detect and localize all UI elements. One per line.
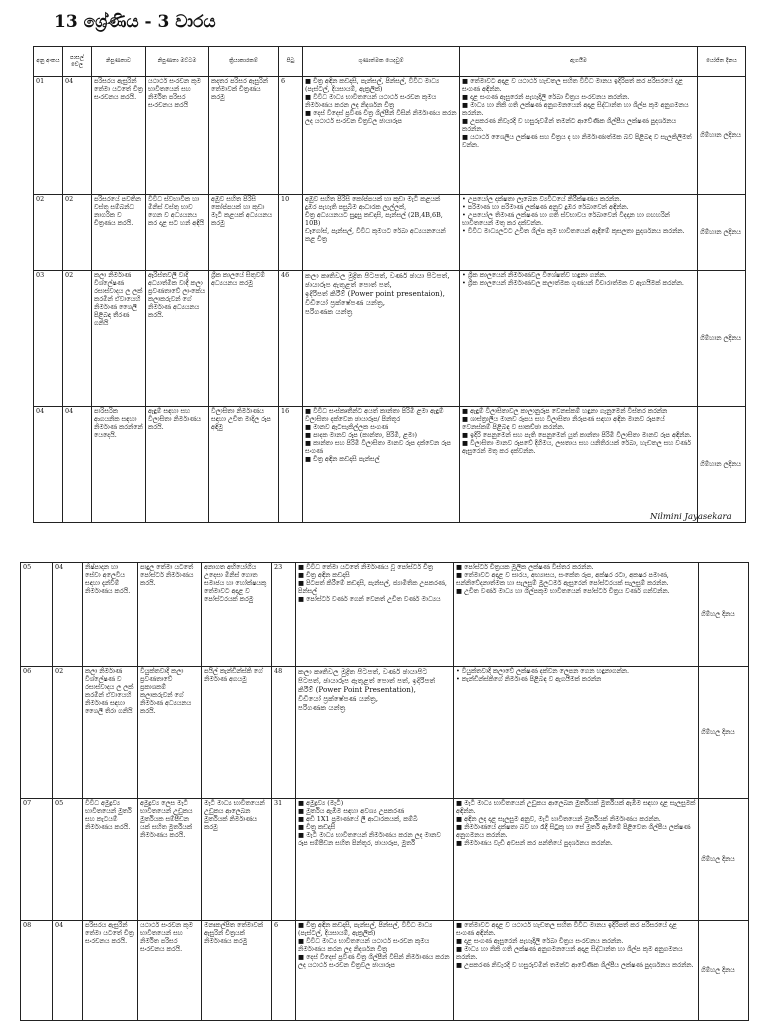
header-evaluation: ඇගයීම [460,47,698,77]
row-level: ඇඳුම් සඳහා සහ විලාසිතා නිර්මාණය කරයි. [146,407,209,523]
header-inputs: ගුණාත්මක යෙදවුම් [303,47,460,77]
header-competency: නිපුණතාව [92,47,146,77]
page-title: 13 ශ්‍රේණිය - 3 වාරය [54,12,216,32]
row-evaluation: ■ මැටි මාධ්‍ය භාවිතයෙන් උඩුකය ආලෙඛන මුර්තියක් මුර්තියක් ඇඹීම සඳහා දළ සැලසුමක් අඳින්න. ■ අඳින ලද දළ සැලසුම අනුව, මැටි භාවිතයෙන් මුර්තියක් නිර්මාණය කරන්න. ■ නිර්මාණයේ දක්ෂතා බව හා රෑදී සිටුකු හා සේ මුර්ති ඇඹීමේ පිළිවෙත ශිල්පීය ලක්ෂණ අනුගමනය කරන්න. ■ නිර්මාණය වැඩි අවසන් කර පන්තියේ පුදර්ශනය කරන්න. [454,799,699,921]
row-level: අමුද්‍රව්‍ය ලෙස මැටි භාවිතයෙන් උඩුකය මුර්තියක සම්පීඩන යක් සහිත මුර්තියක් නිර්මාණය කරයි. [138,799,202,921]
row-evaluation: ■ පෝස්ටර් චිත්‍රයක මූලික ලක්ෂණ විස්තර කරන්න. ■ තේමාවට අදාළ ව සාරය, අභ්‍යාසය, සංකේත රූප, අක්ෂර රටා, අකෂර පමාණ, සන්නිවේදනාත්මක හා සැලසුම් මුලධර්ම ඇසුරෙන් පෝස්ටරයක් සැලසුම් කරන්න. ■ උචිත වර්ණ මාධ්‍ය හා ශිල්පකුම භාවිතයෙන් පෝස්ටර් චිත්‍රය වර්ණ ගන්වන්න. [454,563,699,667]
row-num: 07 [21,799,53,921]
row-level: වියුක්තවාදී කලා ප්‍රවණතාවේ ප්‍රකාශකම් කලාකරුවන් ගේ නිර්මාණ අධ්‍යයනය කරයි. [138,667,202,799]
header-level: නිපුණතා මට්ටම [146,47,209,77]
row-inputs: කලා කෘතිවල මුද්‍රිත පිටපත්, වර්ණ ඡායාපිට පිටපත්, ඡායාරූප ඇතුළත් පොත් පත්, ඉදිරිපත් කිරීම් (Power Point Presentation), වීඩියෝ ප්‍රක්ෂේපණ යන්ත්‍ර, පරිගණක යන්ත්‍ර [296,667,454,799]
row-inputs: ■ චිත්‍ර අඳින කඩදාසි, පැන්සල්, පින්සල්, විවිධ මාධ්‍ය (පැස්ටල්, දියසායම්, ඇක්‍රලික්) ■ විවිධ මාධ්‍ය භාවිතයෙන් යථාර්ථ සංරචන කුමය නිර්මාණය කරන ලද නිදර්ශන චිත්‍ර ■ දෙස් විදෙස් ප්‍රවීණ චිත්‍ර ශිල්පීන් විසින් නිර්මාණය කරන ලද යථාර්ථ සංරචන චිත්‍රවල ඡායාරූප [296,921,454,1021]
row-inputs: ■ චිත්‍ර අඳින කඩදාසි, පැන්සල්, පින්සල්, විවිධ මාධ්‍ය (පැස්ටල්, දියසායම්, ඇක්‍රලික්) ■ විවිධ මාධ්‍ය භාවිතයෙන් යථාර්ථ සංරචන කුමය නිර්මාණය කරන ලද නිදර්ශන චිත්‍ර ■ දෙස් විදෙස් ප්‍රවීණ චිත්‍ර ශිල්පීන් විසින් නිර්මාණය කරන ලද යථාර්ථ සංරචන චිත්‍රවල ඡායාරූප [303,77,460,195]
row-pages: 16 [279,407,303,523]
row-activity: මැටි මාධ්‍ය භාවිතයෙන් උඩුකය ආලෙඛන මුර්තියක් නිර්මාණය කරමු [202,799,272,921]
row-level: යථාර්ථ සංරචන කුම භාවිතයෙන් සහ නිර්මිත පරිසර සංරචනය කරයි. [138,921,202,1021]
row-pages: 48 [272,667,296,799]
table-row [21,799,749,921]
row-activity: ග්‍රීක කාලයේ සිතුවම් අධ්‍යයනය කරමු [209,271,279,407]
row-date: ගිම්හල දිනය [699,921,749,1021]
header-num: අනු අංකය [34,47,63,77]
row-competency: විවිධ අමුද්‍රව්‍ය භාවිතයෙන් මුර්ති සහ කැටයම් නිර්මාණය කරයි. [83,799,138,921]
row-competency: පරිසරයේ පවතින වස්තු සම්බන්ධ නාගරික ව චිත්‍රණය කරයි. [92,195,146,271]
row-inputs: ■ විවිධ තේමා යටතේ නිර්මාණය වූ පෝස්ටර් චිත්‍ර ■ චිත්‍ර අඳින කඩදාසි ■ පිටපත් කිරීමේ කඩදාසි, පැන්සල්, ජ්‍යාමිතික උපකරණ, පින්සල් ■ පෝස්ටර් වර්ණ ගෙන් වෙනත් උචිත වර්ණ මාධ්‍යය [296,563,454,667]
row-periods: 02 [63,271,92,407]
row-competency: පාරිසරික ආගයනික සඳහා නිර්මාණ කරන්නේ යෙදෙයි. [92,407,146,523]
row-evaluation: • වියුක්තවාදී කලාවේ ලක්ෂණ දක්වන ලෙපන ගෙන හඳුනාගන්න. • කැන්ඩින්ස්කිගේ නිර්මාණ පිළිබඳ ව ඇගයීමක් කරන්න [454,667,699,799]
row-activity: කදතර පරිසර ඇසුරින් තේමාවක් චිත්‍රණය කරමු [209,77,279,195]
lesson-plan-table-top [33,46,746,523]
lesson-plan-table-bottom [20,562,749,1021]
row-date: ගිම්හල දිනය [699,667,749,799]
row-level: යථාර්ථ සංරචන කුම භාවිතයෙන් සහ නිර්මිත පරිසර සංරචනය කරයි [146,77,209,195]
row-pages: 10 [279,195,303,271]
header-pages: පිටු [279,47,303,77]
table-row [21,563,749,667]
header-activity: ක්‍රියාකාරකම් [209,47,279,77]
row-num: 01 [34,77,63,195]
row-evaluation: • උපයෝල දක්ෂතා ලැබෙන ව්‍යවිධයේ නිරීක්ෂණය කරන්න. • පරිමාණ හා පරිමාණ ලක්ෂණ අනුව දුඹර රේඛාවෙන් අඳින්න. • උපයෝල තිමාණ ලක්ෂණ හා ගති ස්වභාවය රේඛාවෙන් විදදාන හා ගඟහරින් භාවිතයෙන් මතු කර දක්වන්න. • විවිධ මාධ්‍යලටට උචිත ශිල්ප කුම භාවිතයෙන් ඇඳීමේ කුසලතා පුදර්ශනය කරන්න. [460,195,698,271]
row-date: ගිම්හල දිනය [699,563,749,667]
table-row [34,195,746,271]
row-num: 03 [34,271,63,407]
row-periods: 02 [53,667,83,799]
row-activity: අනාගත අභියෝගිය උදෙසා මිනිස් ගොත සමාජය හා හෝක්ෂයකු තේමාවට අදාළ ව පෝස්ටරයක් කරමු [202,563,272,667]
row-num: 02 [34,195,63,271]
header-periods: පාසල් වේල [63,47,92,77]
row-evaluation: ■ තේමාවට අදාළ ව යථාර්ථ හැඩතල සහිත විවිධ මානය ඉදිරිපත් කර පරිසරයේ දළ සංගණ අඳින්න. ■ දළ සංගණ ඇසුරෙන් පැහැදිලි රේඛා චිත්‍රය සංරචනය කරන්න. ■ මාධ්‍ය හා නිකි ගති ලක්ෂණ අනුගමනයෙන් අදාළ සිද්ධාන්ත හා ශිල්ප කුම අනුගමනය කරන්න. ■ උපකරණ නිවැරදි ව හසුරුවමින් තමන්ට ආවේණික ශිල්පීය ලක්ෂණ පුදර්ශනය කරන්න. ■ යථාර්ථ ශෛලිය ලක්ෂණ සහ චිත්‍රය ද හා නිර්මාණාත්මක බව පිළිබඳ ව සැලකිලිමත් වන්න. [460,77,698,195]
row-activity: විලාසිතා නිර්මාණය සඳහා උචිත මාදිල රූප අඳිමු [209,407,279,523]
row-competency: කලා නිර්මාණ විශ්ලේෂණ ව රසාස්වාදය ල ලක් කරමින් ඒවායෙහි නිර්මාණ සඳහා ශෛලී තිරා ගනියි [83,667,138,799]
row-date: ගිම්හාන ලදිනය [698,77,746,195]
row-activity: අඹුව සහිත පිරිසි කෝප්පයක් හා කුඩා මැටි කළයක් අධ්‍යයනය කරමු [209,195,279,271]
row-competency: නිෂ්පාදන හා සේවා අලෙවිය සඳහා දැන්වීම් නිර්මාණය කරයි. [83,563,138,667]
row-inputs: ■ අමුද්‍රව්‍ය (මැටි) ■ මුර්තිය ඇඹීම සඳහා අවශ්‍ය උපකරණ ■ අඩි 1X1 ප්‍රමාණයේ ලී ආධාරකයක්, කම්බි ■ චිත්‍ර කඩදාසි ■ මැටි මාධ්‍ය භාවිතයෙන් නිර්මාණය කරන ලද මානව රූප සම්පීඩන සහිත පින්තූර, ඡායාරූප, මුර්ති [296,799,454,921]
row-periods: 04 [63,77,92,195]
row-competency: පරිසරය ඇසුරින් තේමා යටතේ චිත්‍ර සංරචනය කරයි. [92,77,146,195]
table-row [34,271,746,407]
row-periods: 04 [63,407,92,523]
row-date: ගිම්හාන ලදිනය [698,195,746,271]
row-periods: 04 [53,921,83,1021]
row-date: ගිම්හාන ලදිනය [698,271,746,407]
row-num: 06 [21,667,53,799]
row-level: පාදුල තේමා යටතේ පෝස්ටර් නිර්මාණය කරයි. [138,563,202,667]
row-pages: 31 [272,799,296,921]
row-level: විවිධ ස්වභාවික හා මිනිස් වස්තු භාව ගෙන ව අධ්‍යයනය කර දළ සට හන් අඳියි [146,195,209,271]
row-date: ගිම්හාන ලදිනය [698,407,746,523]
row-num: 04 [34,407,63,523]
table-row [34,407,746,523]
row-activity: පයිල් කැන්ඩින්ස්කි ගේ නිර්මාණ අගයමු [202,667,272,799]
row-pages: 6 [279,77,303,195]
row-competency: පරිසරය ඇසුරින් තේමා යටතේ චිත්‍ර සංරචනය කරයි. [83,921,138,1021]
row-evaluation: ■ ඇඳුම් විලාසිතාවල කාලානුරූප වෙනස්කම් හඳුනා ගැනුමෙන් විස්තර කරන්න ■ ශාස්ත්‍රාලීය මානව රූපය සහ විලාසිතා නිරූපණ සඳහා අඳින මානව රූපයේ වෙනස්කම් පිළිබඳ ව සාකච්ඡා කරන්න. ■ ඉදිරි පෙනුමෙන් සහ පැති පෙනුමෙන් යුත් කාන්තා පිරිමි විලාසිතා මානව රූප අඳින්න. ■ විලාසිතා මානව රූපවේ දිගිමය, ලඝතාය සහ යනිතිරයක් රේඛා, හැඩතල සහ වර්ණ ඇසුරෙන් මතු කර දක්වන්න. [460,407,698,523]
table-row [21,921,749,1021]
row-pages: 6 [272,921,296,1021]
row-date: ගිම්හල දිනය [699,799,749,921]
row-periods: 04 [53,563,83,667]
row-evaluation: ■ තේමාවට අදාළ ව යථාර්ථ හැඩතල සහිත විවිධ මානය ඉදිරිපත් කර පරිසරයේ දළ සංගණ අඳින්න. ■ දළ සංගණ ඇසුරෙන් පැහැදිලි රේඛා චිත්‍රය සංරචනය කරන්න. ■ මාධ්‍ය හා නිකි ගති ලක්ෂණ අනුගමනයෙන් අදාළ සිද්ධාන්ත හා ශිල්ප කුම අනුගමනය කරන්න. ■ උපකරණ නිවැරදි ව හසුරුවමින් තමන්ට ආවේණික ශිල්පීය ලක්ෂණ පුදර්ශනය කරන්න. [454,921,699,1021]
row-pages: 23 [272,563,296,667]
row-periods: 02 [63,195,92,271]
row-inputs: අඹුව සහිත පිරිසි කෝප්පයක් හා කුඩා මැටි කළයක් දුඹර පැහැති පසුබිම ආධාරක ලැල්ලක්, චිත්‍ර අධ්‍යයනයට සුදුසු කඩදාසි, පැන්සල් (2B,4B,6B, 10B) ඩෑගෝස්, පැන්සල්, විවිධ කුමයට රේඛා අධ්‍යයනයෙන් කළ චිත්‍ර [303,195,460,271]
table-row [34,77,746,195]
row-competency: කලා නිර්මාණ විශ්ලේෂණ රසාස්වාදය ල ලක් කරමින් ඒවායෙහි නිර්මාණ ශෛලී පිළිබඳ තීරණ ගනියි [92,271,146,407]
header-date: යෝජිත දිනය [698,47,746,77]
table-row [21,667,749,799]
row-num: 05 [21,563,53,667]
row-activity: මනඃකල්පිත තේමාවක් ඇසුරින් චිත්‍රයක් නිර්මාණය කරමු [202,921,272,1021]
row-pages: 46 [279,271,303,407]
row-evaluation: • ග්‍රීක කාලයෙන් නිර්මාණවල විශේෂත්ව හඳුනා ගන්න. • ග්‍රීක කාලයෙන් නිර්මාණවල කලාත්මක ගුණයන් විචාරාත්මක ව ඇගයීමක් කරන්න. [460,271,698,407]
row-periods: 05 [53,799,83,921]
row-inputs: ■ විවිධ සංස්කෘතීන්ට අයත් කාන්තා පිරිමි ළමා ඇඳුම් විලාසිතා දක්වෙන ඡායාරූප/ පින්තූර ■ මානව ඇටසැකිල්ලක සංගණ ■ පාදක මානව රූප (කාන්තා, පිරිමි, ළමා) ■ කාන්තා සහ පිරිමි විලාසිතා මානව රූප දක්වෙන රූප සංගණ ■ චිත්‍ර අඳින කඩදාසි පැන්සල් [303,407,460,523]
row-inputs: කලා කෘතිවල මුද්‍රිත පිටපත්, වර්ණ ඡායා පිටපත්, ඡායාරූප ඇතුළත් පොත් පත්, ඉදිරිපත් කිරීම් (Power point presentaion), වීඩියෝ ප්‍රක්ෂේපණ යන්ත්‍ර, පරිගණක යන්ත්‍ර [303,271,460,407]
row-level: ඈරිස්තවලී වාදි අධ්‍යාත්මික වාදී කලා ප්‍රවණතාවේ ලාංකේය කලාකරුවන් ගේ නිර්මාණ අධ්‍යයනය කරයි. [146,271,209,407]
teacher-signature: Nilmini Jayasekara [650,512,732,522]
row-num: 08 [21,921,53,1021]
header-row [34,47,746,77]
